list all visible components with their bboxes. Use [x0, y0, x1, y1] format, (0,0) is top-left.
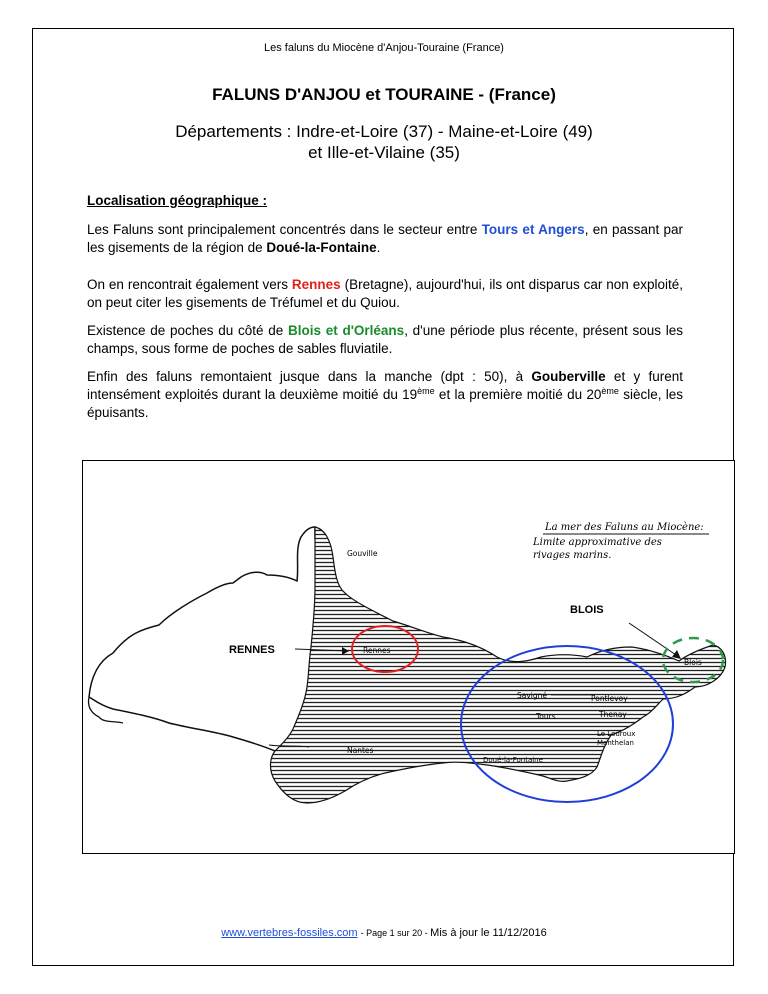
place-thenay: Thenay — [599, 710, 627, 719]
annotation-rennes: RENNES — [229, 644, 275, 656]
map-figure — [83, 461, 734, 853]
legend-line-3: rivages marins. — [533, 550, 612, 561]
highlight-rennes: Rennes — [291, 277, 341, 292]
coastline-outline — [89, 527, 315, 697]
legend-line-2: Limite approximative des — [533, 537, 662, 548]
place-pontlevoy: Pontlevoy — [591, 694, 628, 703]
place-gouville: Gouville — [347, 549, 378, 558]
place-blois: Blois — [684, 658, 702, 667]
paragraph-blois: Existence de poches du côté de Blois et d'Orléans, d'une période plus récente, présent sous les champs, sous forme de poches de sables fluviatile. — [87, 323, 684, 356]
legend-line-1: La mer des Faluns au Miocène: — [545, 522, 704, 533]
place-manthelan: Manthelan — [597, 739, 634, 747]
page-footer: www.vertebres-fossiles.com - Page 1 sur 20 - Mis à jour le 11/12/2016 — [221, 927, 547, 939]
paragraph-rennes: On en rencontrait également vers Rennes (Bretagne), aujourd'hui, ils ont disparus car non exploité, on peut citer les gisements de Tréfumel et du Quiou. — [87, 277, 684, 310]
coastline-outline-south — [89, 697, 275, 751]
subtitle-line-1: Départements : Indre-et-Loire (37) - Maine-et-Loire (49) — [175, 122, 593, 141]
highlight-gouberville: Gouberville — [531, 369, 606, 384]
miocene-sea-map — [82, 460, 735, 854]
highlight-doue: Doué-la-Fontaine — [266, 240, 377, 255]
page-subtitle — [0, 121, 768, 163]
running-header: Les faluns du Miocène d'Anjou-Touraine (France) — [264, 42, 504, 54]
place-rennes: Rennes — [363, 646, 391, 655]
place-louroux: Le Louroux — [597, 730, 636, 738]
page-number: Page 1 sur 20 — [366, 928, 423, 938]
page-title: FALUNS D'ANJOU et TOURAINE - (France) — [212, 85, 556, 104]
arrowhead-blois — [672, 650, 681, 659]
place-tours: Tours — [536, 712, 556, 721]
annotation-blois: BLOIS — [570, 604, 604, 616]
paragraph-tours-angers: Les Faluns sont principalement concentrés dans le secteur entre Tours et Angers, en passant par les gisements de la région de Doué-la-Fontaine. — [87, 222, 684, 255]
place-doue: Doué-la-Fontaine — [483, 756, 543, 764]
update-date: Mis à jour le 11/12/2016 — [430, 927, 547, 939]
paragraph-gouberville: Enfin des faluns remontaient jusque dans la manche (dpt : 50), à Gouberville et y furent intensément exploités durant la deuxième moitié du 19ème et la première moitié du 20ème siècle, les épuisants. — [87, 369, 683, 420]
section-heading: Localisation géographique : — [87, 193, 268, 208]
place-savigne: Savigné — [517, 691, 548, 700]
website-link[interactable]: www.vertebres-fossiles.com — [221, 927, 358, 939]
subtitle-line-2: et Ille-et-Vilaine (35) — [308, 143, 460, 162]
highlight-tours-angers: Tours et Angers — [481, 222, 585, 237]
highlight-blois-orleans: Blois et d'Orléans — [287, 323, 405, 338]
place-nantes: Nantes — [347, 746, 374, 755]
